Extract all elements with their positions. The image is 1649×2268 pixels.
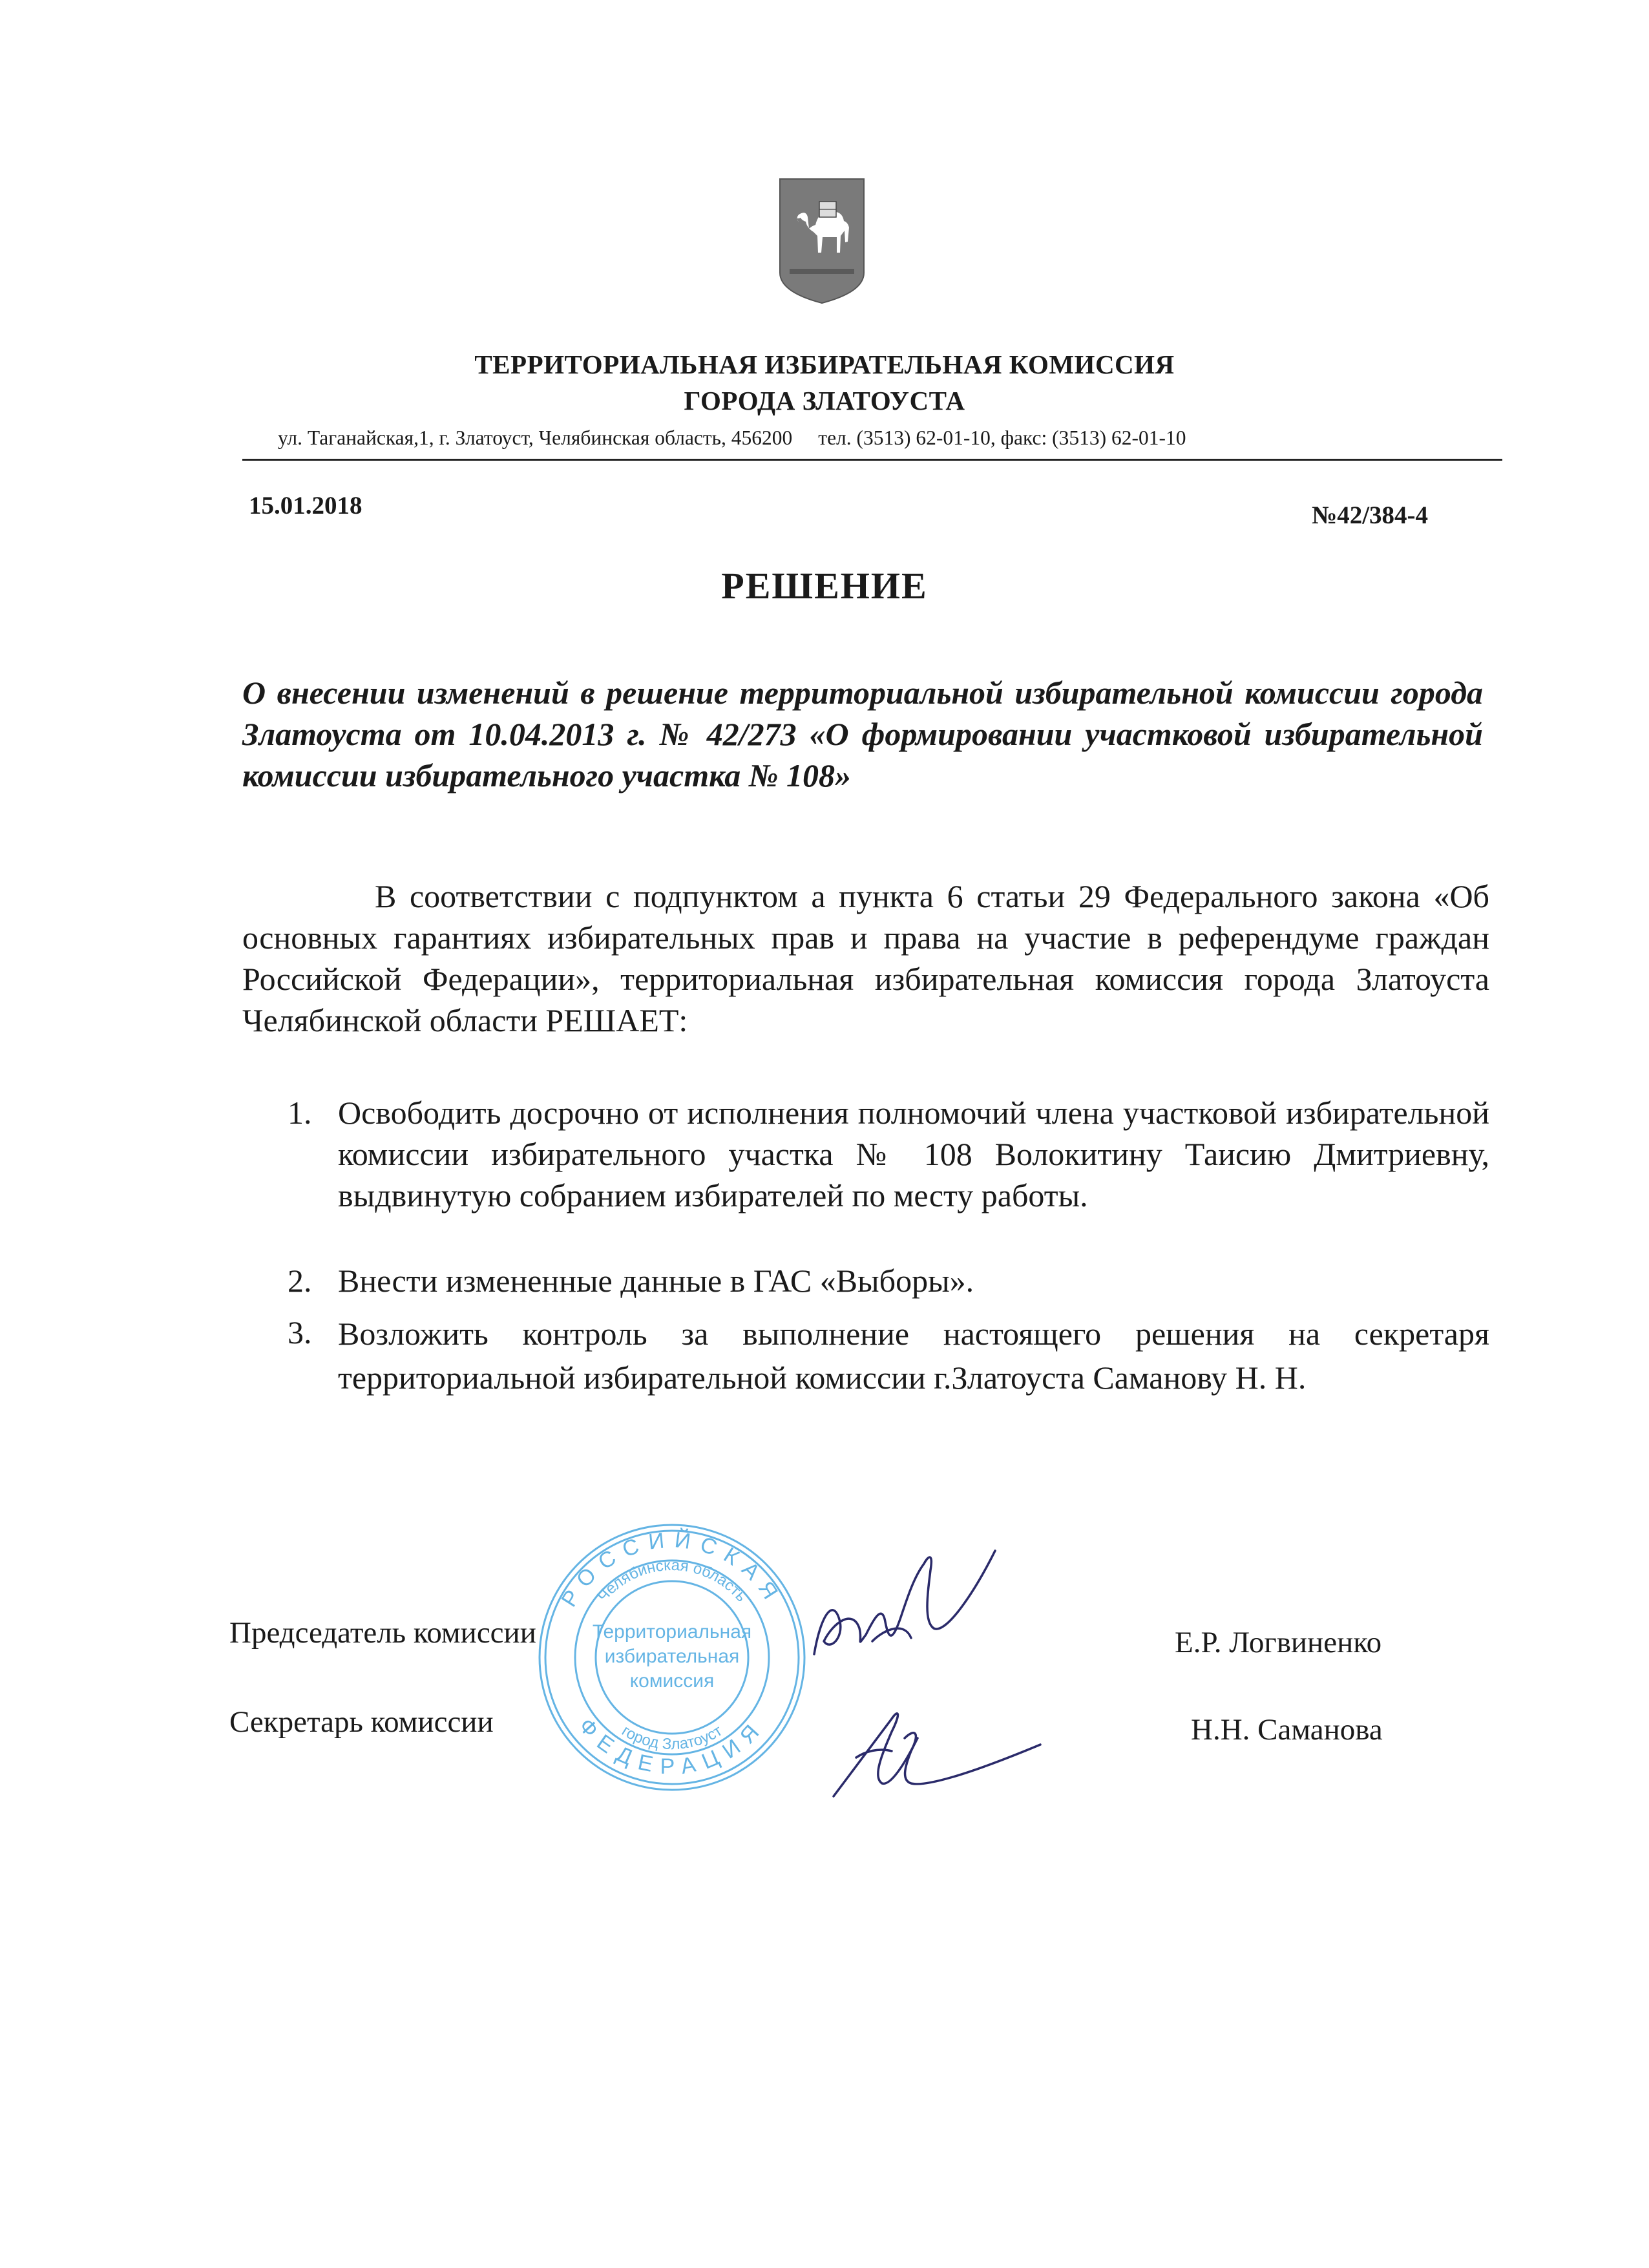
stamp-inner-top-text: Челябинская область xyxy=(594,1556,750,1606)
list-item-number: 2. xyxy=(288,1263,312,1299)
list-item-text: Освободить досрочно от исполнения полномочий члена участковой избирательной комиссии избирательного участка № 108 Волокитину Таисию Дмитриевну, выдвинутую собранием избирателей по месту работы. xyxy=(338,1095,1489,1213)
stamp-center-line1: Территориальная xyxy=(592,1621,752,1643)
coat-of-arms-icon xyxy=(777,176,867,305)
list-item-number: 3. xyxy=(288,1314,312,1350)
official-stamp xyxy=(530,1515,814,1800)
stamp-center-line2: избирательная xyxy=(604,1646,740,1667)
list-item xyxy=(288,1092,1489,1216)
list-item-number: 1. xyxy=(288,1095,312,1131)
stamp-center-line3: комиссия xyxy=(629,1670,715,1692)
stamp-outer-bottom-text: ФЕДЕРАЦИЯ xyxy=(574,1713,770,1780)
preamble-paragraph: В соответствии с подпунктом а пункта 6 статьи 29 Федерального закона «Об основных гарантиях избирательных прав и права на участие в референдуме граждан Российской Федерации», территориальная избирательная комиссия города Златоуста Челябинской области РЕШАЕТ: xyxy=(242,878,1489,1038)
letterhead-contacts xyxy=(278,426,1186,450)
chair-role: Председатель комиссии xyxy=(229,1616,536,1650)
document-number: №42/384-4 xyxy=(1312,501,1429,529)
list-item-text: Внести измененные данные в ГАС «Выборы». xyxy=(338,1263,974,1299)
secretary-name: Н.Н. Саманова xyxy=(1191,1713,1383,1747)
address-text: ул. Таганайская,1, г. Златоуст, Челябинская область, 456200 xyxy=(278,426,793,449)
list-item xyxy=(288,1312,1489,1400)
letterhead-divider xyxy=(242,459,1502,461)
document-date: 15.01.2018 xyxy=(249,492,362,520)
list-item-text: Возложить контроль за выполнение настоящего решения на секретаря территориальной избирательной комиссии г.Златоуста Саманову Н. Н. xyxy=(338,1316,1489,1396)
secretary-role: Секретарь комиссии xyxy=(229,1705,494,1739)
handwritten-signatures xyxy=(795,1525,1053,1822)
organization-name-line2: ГОРОДА ЗЛАТОУСТА xyxy=(684,386,965,415)
organization-name-line1: ТЕРРИТОРИАЛЬНАЯ ИЗБИРАТЕЛЬНАЯ КОМИССИЯ xyxy=(474,350,1175,379)
phone-fax-text: тел. (3513) 62-01-10, факс: (3513) 62-01-10 xyxy=(818,426,1186,449)
stamp-inner-bottom-text: город Златоуст xyxy=(618,1721,726,1754)
document-subject: О внесении изменений в решение территориальной избирательной комиссии города Златоуста от 10.04.2013 г. № 42/273 «О формировании участковой избирательной комиссии избирательного участка № 108» xyxy=(242,675,1483,793)
document-title: РЕШЕНИЕ xyxy=(721,565,928,607)
stamp-outer-top-text: РОССИЙСКАЯ xyxy=(556,1528,788,1612)
list-item xyxy=(288,1260,1489,1301)
chair-name: Е.Р. Логвиненко xyxy=(1175,1626,1382,1659)
